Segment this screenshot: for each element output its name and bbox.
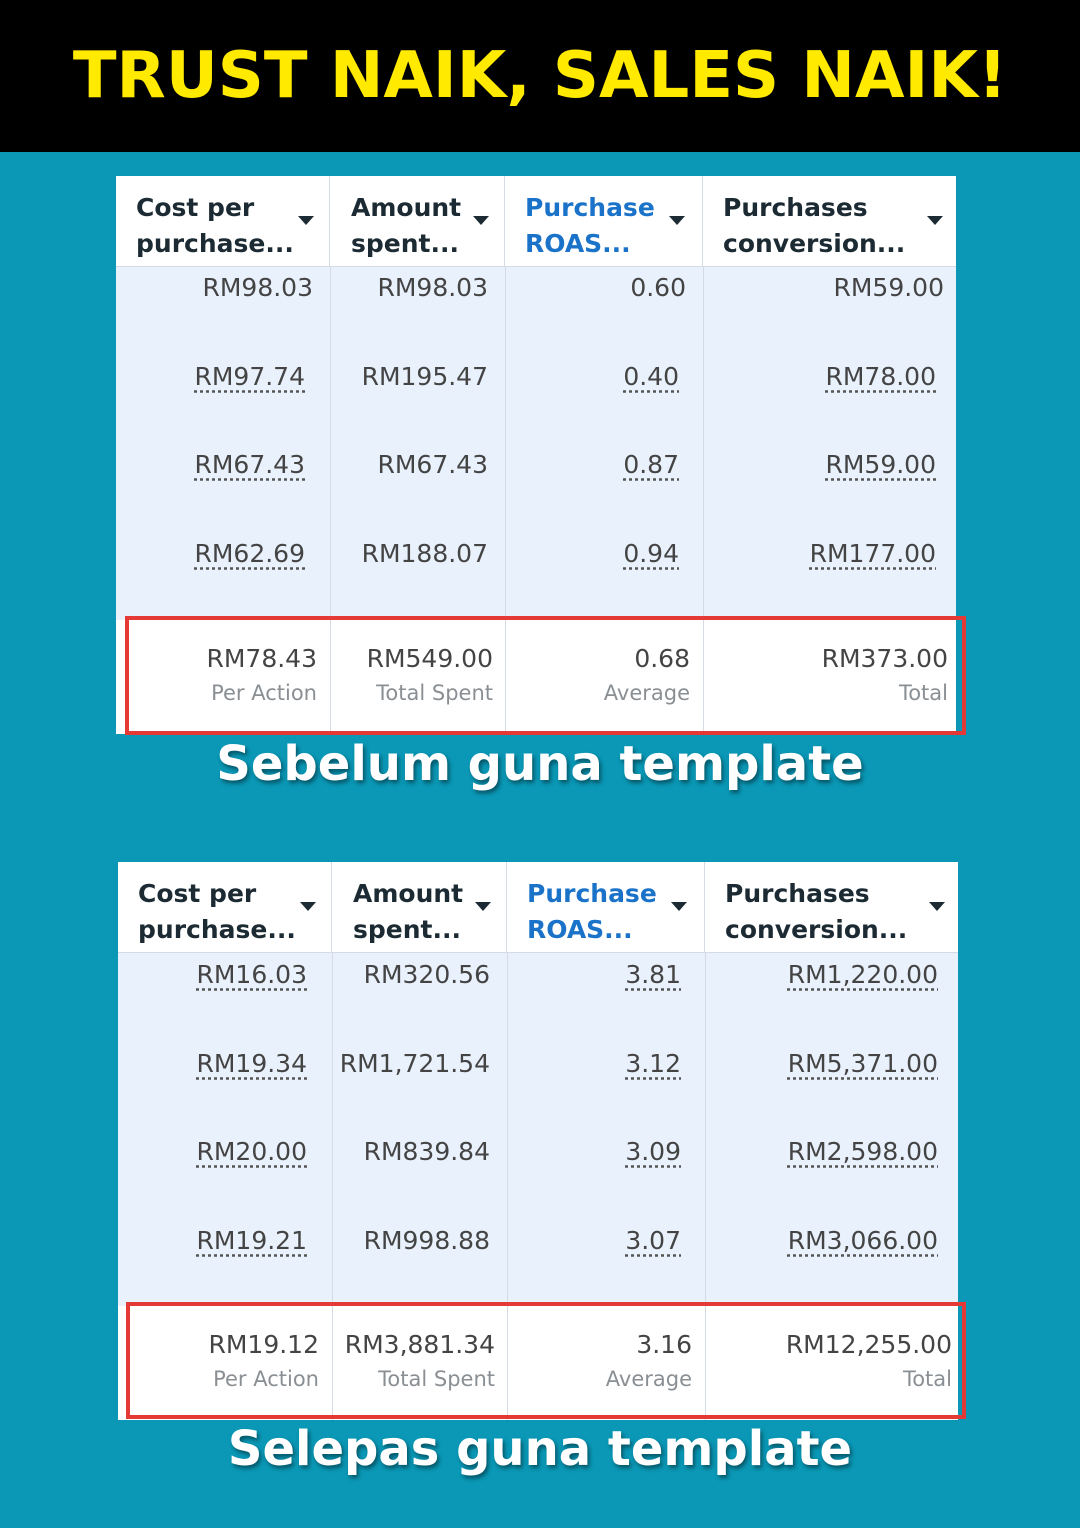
- total-value: RM373.00: [821, 644, 948, 673]
- table-cell: RM98.03: [202, 273, 313, 302]
- column-header-amount-spent[interactable]: [330, 176, 505, 266]
- table-cell[interactable]: RM2,598.00: [787, 1137, 938, 1166]
- table-cell[interactable]: RM5,371.00: [787, 1049, 938, 1078]
- total-value: RM19.12: [208, 1330, 319, 1359]
- totals-highlight-box: [125, 616, 966, 735]
- column-header-amount-spent[interactable]: [332, 862, 507, 952]
- column-header-label: Amount spent...: [353, 879, 464, 944]
- table-cell[interactable]: 0.87: [623, 450, 679, 479]
- column-header-purchase-roas[interactable]: [505, 176, 703, 266]
- table-cell: RM998.88: [363, 1226, 490, 1255]
- table-cell[interactable]: RM19.21: [196, 1226, 307, 1255]
- table-cell[interactable]: RM62.69: [194, 539, 305, 568]
- table-cell[interactable]: 3.07: [625, 1226, 681, 1255]
- table-cell[interactable]: RM97.74: [194, 362, 305, 391]
- banner-title: TRUST NAIK, SALES NAIK!: [72, 39, 1008, 113]
- table-cell[interactable]: 3.09: [625, 1137, 681, 1166]
- table-cell: RM839.84: [363, 1137, 490, 1166]
- table-cell[interactable]: RM177.00: [809, 539, 936, 568]
- total-value: RM78.43: [206, 644, 317, 673]
- caret-down-icon[interactable]: [300, 902, 316, 911]
- table-cell[interactable]: 3.81: [625, 960, 681, 989]
- table-cell[interactable]: 0.40: [623, 362, 679, 391]
- table-cell: RM59.00: [833, 273, 944, 302]
- table-header: [118, 862, 958, 953]
- caret-down-icon[interactable]: [671, 902, 687, 911]
- total-value: RM3,881.34: [344, 1330, 495, 1359]
- table-cell[interactable]: RM59.00: [825, 450, 936, 479]
- total-label: Average: [603, 681, 690, 705]
- column-header-purchases-conversion[interactable]: [703, 176, 956, 266]
- total-value: RM549.00: [366, 644, 493, 673]
- table-cell: RM1,721.54: [339, 1049, 490, 1078]
- after-caption: Selepas guna template: [227, 1421, 853, 1477]
- table-cell: RM67.43: [377, 450, 488, 479]
- column-header-label: Purchase ROAS...: [527, 879, 657, 944]
- total-label: Per Action: [211, 681, 317, 705]
- total-label: Per Action: [213, 1367, 319, 1391]
- column-header-purchase-roas[interactable]: [507, 862, 705, 952]
- column-header-label: Cost per purchase...: [136, 193, 294, 258]
- caret-down-icon[interactable]: [475, 902, 491, 911]
- table-cell: RM188.07: [361, 539, 488, 568]
- column-header-cost-per-purchase[interactable]: [116, 176, 330, 266]
- total-value: 3.16: [636, 1330, 692, 1359]
- table-cell: RM195.47: [361, 362, 488, 391]
- total-value: 0.68: [634, 644, 690, 673]
- total-value: RM12,255.00: [785, 1330, 952, 1359]
- caret-down-icon[interactable]: [669, 216, 685, 225]
- table-cell: RM320.56: [363, 960, 490, 989]
- total-label: Total: [902, 1367, 952, 1391]
- total-label: Average: [605, 1367, 692, 1391]
- table-cell[interactable]: RM16.03: [196, 960, 307, 989]
- table-cell[interactable]: 3.12: [625, 1049, 681, 1078]
- table-cell[interactable]: RM1,220.00: [787, 960, 938, 989]
- total-label: Total Spent: [378, 1367, 495, 1391]
- table-cell[interactable]: RM3,066.00: [787, 1226, 938, 1255]
- table-cell: RM98.03: [377, 273, 488, 302]
- table-cell[interactable]: 0.94: [623, 539, 679, 568]
- total-label: Total Spent: [376, 681, 493, 705]
- caret-down-icon[interactable]: [298, 216, 314, 225]
- column-header-label: Purchases conversion...: [723, 193, 906, 258]
- title-banner: [0, 0, 1080, 152]
- caret-down-icon[interactable]: [473, 216, 489, 225]
- column-header-label: Purchases conversion...: [725, 879, 908, 944]
- column-header-label: Amount spent...: [351, 193, 462, 258]
- table-cell[interactable]: RM19.34: [196, 1049, 307, 1078]
- column-header-label: Cost per purchase...: [138, 879, 296, 944]
- table-cell[interactable]: RM20.00: [196, 1137, 307, 1166]
- column-header-purchases-conversion[interactable]: [705, 862, 958, 952]
- caret-down-icon[interactable]: [927, 216, 943, 225]
- column-header-cost-per-purchase[interactable]: [118, 862, 332, 952]
- table-cell: 0.60: [630, 273, 686, 302]
- column-header-label: Purchase ROAS...: [525, 193, 655, 258]
- table-header: [116, 176, 956, 267]
- total-label: Total: [898, 681, 948, 705]
- table-cell[interactable]: RM78.00: [825, 362, 936, 391]
- table-cell[interactable]: RM67.43: [194, 450, 305, 479]
- before-caption: Sebelum guna template: [216, 736, 864, 792]
- caret-down-icon[interactable]: [929, 902, 945, 911]
- totals-highlight-box: [126, 1302, 966, 1419]
